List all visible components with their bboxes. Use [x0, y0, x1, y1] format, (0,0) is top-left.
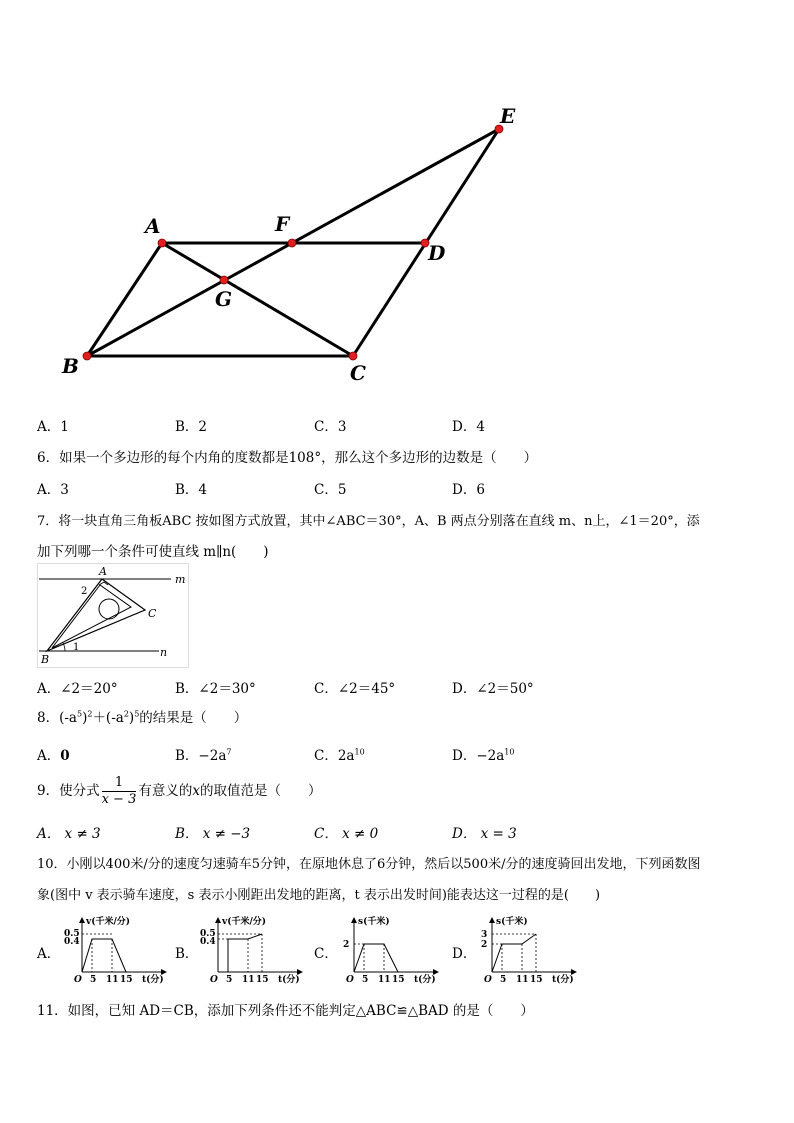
angle-label-1: 1	[73, 642, 80, 653]
q8-option-c: C．$2a^{10}$	[314, 747, 365, 764]
point-b	[83, 352, 91, 360]
svg-text:O: O	[346, 975, 354, 985]
svg-text:t(分): t(分)	[278, 975, 300, 985]
q7-option-d: D．∠2＝50°	[452, 681, 534, 697]
q5-option-a: A．1	[37, 419, 69, 435]
svg-text:s(千米): s(千米)	[496, 917, 528, 927]
svg-text:v(千米/分): v(千米/分)	[86, 917, 131, 927]
q5-option-c: C．3	[314, 419, 347, 435]
svg-text:11: 11	[378, 975, 391, 985]
q8-question: 8．$(-a^5)^2+(-a^2)^5$的结果是（ ）	[37, 709, 248, 726]
q7-option-a: A．∠2＝20°	[37, 681, 118, 697]
svg-text:2: 2	[481, 940, 488, 950]
svg-text:11: 11	[516, 975, 529, 985]
q9-option-c: C． x ≠ 0	[314, 826, 379, 842]
svg-text:11: 11	[242, 975, 255, 985]
graph-c	[334, 914, 444, 986]
q7-question-line2: 加下列哪一个条件可使直线 m∥n( )	[37, 544, 269, 560]
q6-option-d: D．6	[452, 482, 485, 498]
svg-text:0.4: 0.4	[64, 937, 80, 947]
geometry-figure	[50, 100, 550, 390]
q10-option-d: D．	[452, 946, 477, 962]
svg-text:5: 5	[362, 975, 369, 985]
line-label-m: m	[175, 573, 186, 586]
svg-text:O: O	[484, 975, 492, 985]
q6-option-c: C．5	[314, 482, 347, 498]
q9-option-b: B． x ≠ −3	[175, 826, 251, 842]
tri-label-b: B	[41, 653, 50, 666]
svg-text:t(分): t(分)	[142, 975, 164, 985]
point-g	[220, 276, 228, 284]
svg-text:3: 3	[481, 930, 488, 940]
q6-option-a: A．3	[37, 482, 69, 498]
q10-option-b: B．	[175, 946, 199, 962]
line-label-n: n	[160, 646, 168, 659]
q7-question-line1: 7．将一块直角三角板ABC 按如图方式放置，其中∠ABC＝30°，A、B 两点分别落在直线 m、n上，∠1＝20°，添	[37, 514, 700, 529]
graph-a	[62, 914, 172, 986]
svg-text:0.5: 0.5	[200, 929, 216, 939]
svg-text:0.5: 0.5	[64, 929, 80, 939]
q10-option-c: C．	[314, 946, 338, 962]
svg-text:O: O	[74, 975, 82, 985]
tri-label-a: A	[99, 565, 107, 578]
label-e: E	[500, 104, 516, 128]
q7-option-c: C．∠2＝45°	[314, 681, 396, 697]
q9-question: 9．使分式 $\frac{1}{x - 3}$ 有意义的x的取值范是（ ）	[37, 775, 322, 807]
svg-text:2: 2	[343, 940, 350, 950]
q6-option-b: B．4	[175, 482, 208, 498]
svg-text:5: 5	[226, 975, 233, 985]
label-g: G	[215, 287, 233, 311]
q7-option-b: B．∠2＝30°	[175, 681, 256, 697]
triangle-figure	[37, 563, 189, 668]
svg-text:5: 5	[500, 975, 507, 985]
label-d: D	[428, 241, 446, 265]
q5-option-d: D．4	[452, 419, 485, 435]
svg-text:t(分): t(分)	[552, 975, 574, 985]
svg-text:O: O	[210, 975, 218, 985]
svg-text:s(千米): s(千米)	[358, 917, 390, 927]
q8-option-d: D．$-2a^{10}$	[452, 747, 515, 764]
svg-text:15: 15	[256, 975, 269, 985]
label-a: A	[145, 214, 161, 238]
svg-text:15: 15	[392, 975, 405, 985]
graph-b	[198, 914, 308, 986]
svg-text:15: 15	[530, 975, 543, 985]
graph-d	[472, 914, 582, 986]
label-c: C	[350, 361, 366, 385]
svg-text:v(千米/分): v(千米/分)	[222, 917, 267, 927]
svg-text:5: 5	[90, 975, 97, 985]
q8-option-b: B．$-2a^7$	[175, 747, 232, 764]
q6-question: 6．如果一个多边形的每个内角的度数都是108°，那么这个多边形的边数是（ ）	[37, 450, 538, 466]
svg-text:15: 15	[120, 975, 133, 985]
angle-label-2: 2	[81, 586, 88, 597]
q10-question-line1: 10．小刚以400米/分的速度匀速骑车5分钟，在原地休息了6分钟，然后以500米/分的速度骑回出发地，下列函数图	[37, 857, 701, 872]
segment-ab	[87, 243, 162, 356]
point-a	[158, 239, 166, 247]
q10-question-line2: 象(图中 v 表示骑车速度，s 表示小刚距出发地的距离，t 表示出发时间)能表达这一过程的是( )	[37, 888, 601, 903]
svg-text:0.4: 0.4	[200, 937, 216, 947]
point-c	[349, 352, 357, 360]
svg-text:t(分): t(分)	[414, 975, 436, 985]
fraction: $\frac{1}{x - 3}$	[101, 775, 137, 807]
q11-question: 11．如图，已知 AD＝CB，添加下列条件还不能判定△ABC≌△BAD 的是（ ）	[37, 1003, 534, 1019]
q10-option-a: A．	[37, 946, 61, 962]
q8-option-a: A．0	[37, 748, 70, 764]
q5-option-b: B．2	[175, 419, 208, 435]
point-f	[288, 239, 296, 247]
q9-option-d: D． x = 3	[452, 826, 517, 842]
svg-text:11: 11	[106, 975, 119, 985]
tri-label-c: C	[148, 607, 157, 620]
q9-option-a: A． x ≠ 3	[37, 826, 101, 842]
label-f: F	[275, 212, 290, 236]
label-b: B	[62, 354, 79, 378]
